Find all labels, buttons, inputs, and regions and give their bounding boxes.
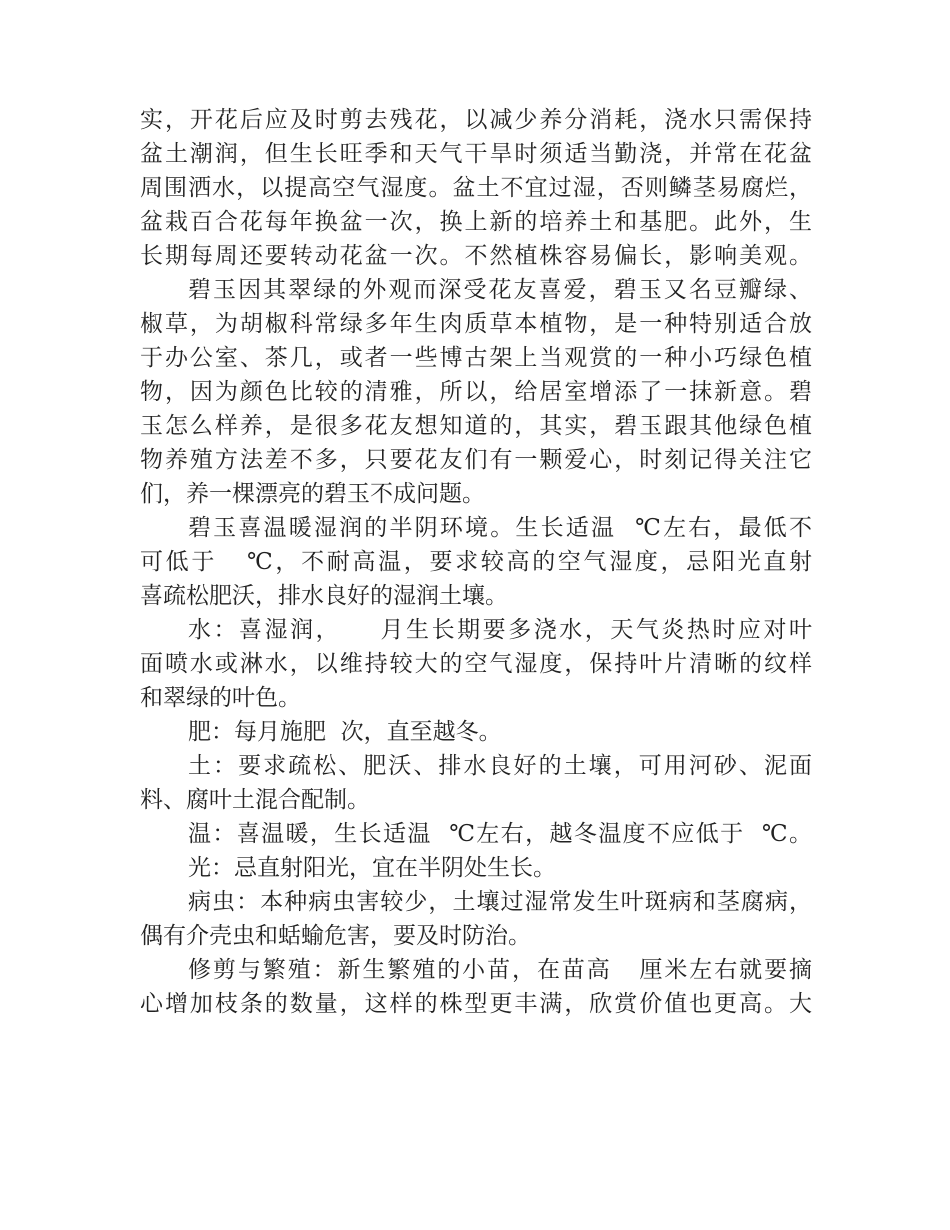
text-line: 盆土潮润，但生长旺季和天气干旱时须适当勤浇，并常在花盆 [140,141,812,167]
text-line: 可低于 ℃，不耐高温，要求较高的空气湿度，忌阳光直射 [140,549,812,575]
paragraph-biyu-intro [140,273,812,511]
paragraph-biyu-pests [140,885,812,953]
paragraph-biyu-temperature [140,817,812,851]
text-line: 椒草，为胡椒科常绿多年生肉质草本植物，是一种特别适合放 [140,311,812,337]
paragraph-lily-care [140,103,812,273]
text-line: 碧玉喜温暖湿润的半阴环境。生长适温 ℃左右，最低不 [188,515,812,541]
text-line: 和翠绿的叶色。 [140,685,301,711]
text-line: 物，因为颜色比较的清雅，所以，给居室增添了一抹新意。碧 [140,379,812,405]
text-line: 于办公室、茶几，或者一些博古架上当观赏的一种小巧绿色植 [140,345,812,371]
text-line: 温：喜温暖，生长适温 ℃左右，越冬温度不应低于 ℃。 [188,821,812,847]
text-line: 实，开花后应及时剪去残花，以减少养分消耗，浇水只需保持 [140,107,812,133]
text-line: 长期每周还要转动花盆一次。不然植株容易偏长，影响美观。 [140,243,812,269]
text-line: 碧玉因其翠绿的外观而深受花友喜爱，碧玉又名豆瓣绿、 [188,277,812,303]
text-line: 物养殖方法差不多，只要花友们有一颗爱心，时刻记得关注它 [140,447,812,473]
text-line: 面喷水或淋水，以维持较大的空气湿度，保持叶片清晰的纹样 [140,651,812,677]
text-line: 肥：每月施肥 次，直至越冬。 [188,719,502,745]
text-line: 料、腐叶土混合配制。 [140,787,370,813]
paragraph-biyu-water [140,613,812,715]
text-line: 病虫：本种病虫害较少，土壤过湿常发生叶斑病和茎腐病， [188,889,812,915]
text-line: 周围洒水，以提高空气湿度。盆土不宜过湿，否则鳞茎易腐烂， [140,175,812,201]
paragraph-biyu-environment [140,511,812,613]
text-line: 喜疏松肥沃，排水良好的湿润土壤。 [140,583,508,609]
document-page [140,103,812,1021]
text-line: 光：忌直射阳光，宜在半阴处生长。 [188,855,556,881]
paragraph-biyu-soil [140,749,812,817]
text-line: 土：要求疏松、肥沃、排水良好的土壤，可用河砂、泥面 [188,753,812,779]
paragraph-biyu-light [140,851,812,885]
paragraph-biyu-pruning [140,953,812,1021]
text-line: 盆栽百合花每年换盆一次，换上新的培养土和基肥。此外，生 [140,209,812,235]
text-line: 偶有介壳虫和蛞蝓危害，要及时防治。 [140,923,531,949]
text-line: 水：喜湿润， 月生长期要多浇水，天气炎热时应对叶 [188,617,812,643]
text-line: 修剪与繁殖：新生繁殖的小苗，在苗高 厘米左右就要摘 [188,957,812,983]
text-line: 玉怎么样养，是很多花友想知道的，其实，碧玉跟其他绿色植 [140,413,812,439]
text-line: 心增加枝条的数量，这样的株型更丰满，欣赏价值也更高。大 [140,991,812,1017]
text-line: 们，养一棵漂亮的碧玉不成问题。 [140,481,485,507]
paragraph-biyu-fertilizer [140,715,812,749]
